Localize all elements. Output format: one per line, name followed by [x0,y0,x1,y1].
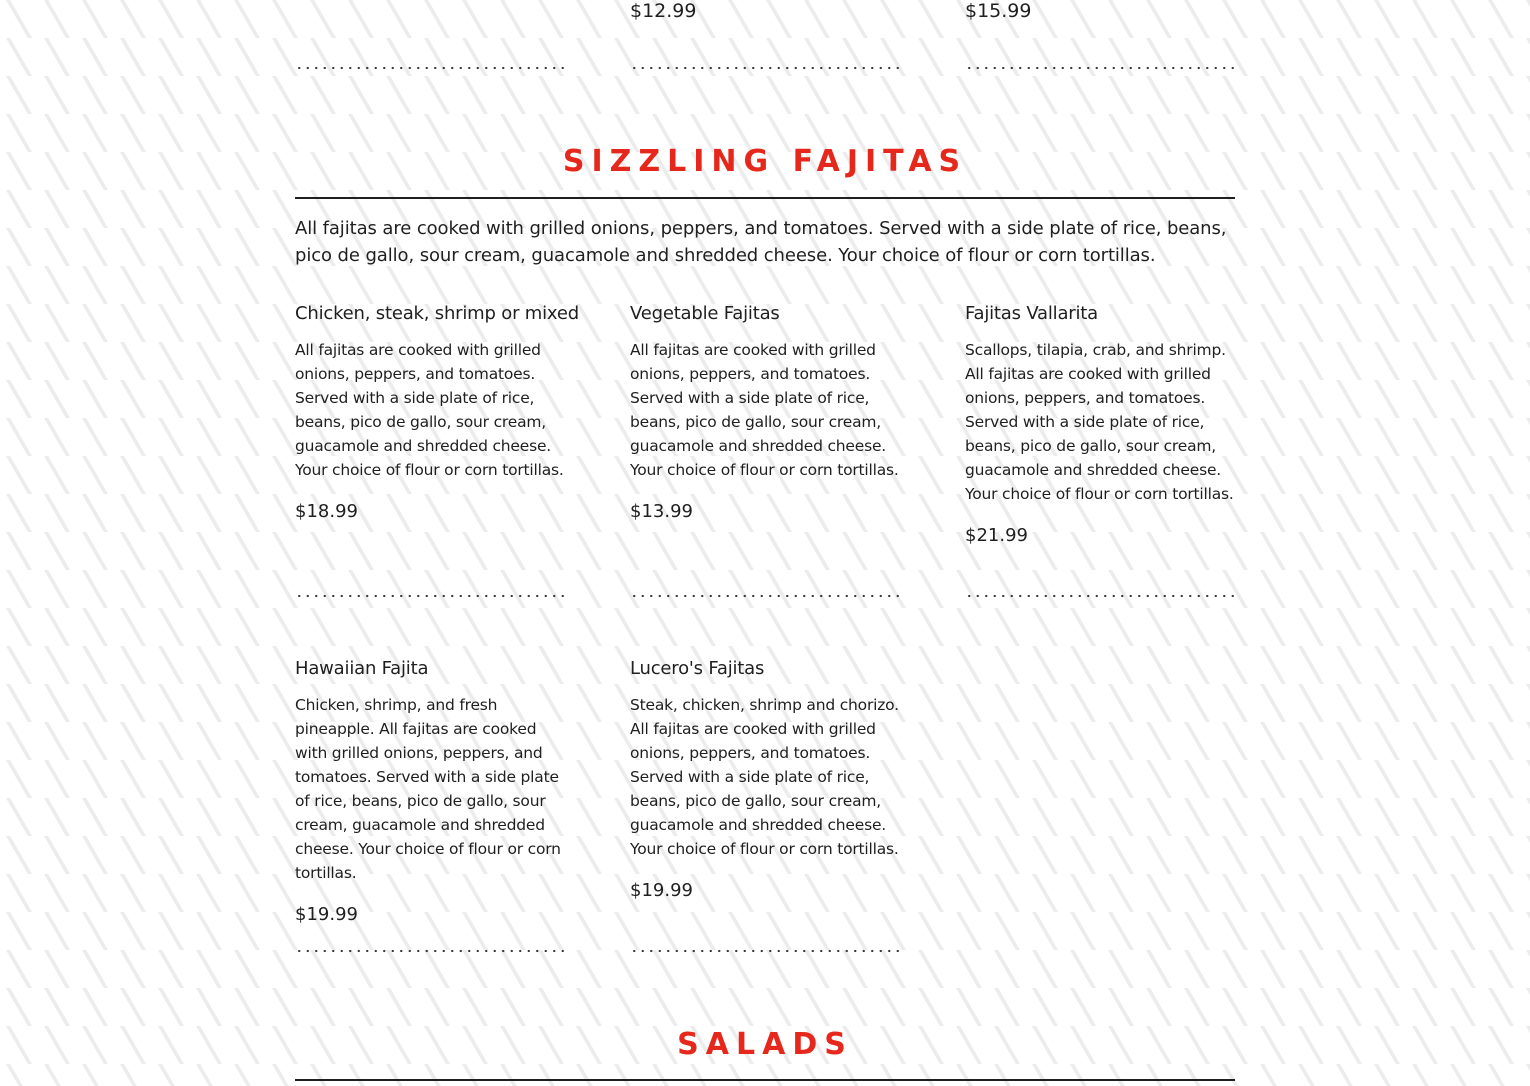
item-price: $19.99 [630,880,693,901]
item-description: Scallops, tilapia, crab, and shrimp. All fajitas are cooked with grilled onions, peppers, and tomatoes. Served with a side plate of rice, beans, pico de gallo, sour cream, guacamole and shredded cheese. Your choice of flour or corn tortillas. [965,341,1234,503]
item-price: $19.99 [295,904,358,925]
item-description: All fajitas are cooked with grilled onions, peppers, and tomatoes. Served with a side plate of rice, beans, pico de gallo, sour cream, guacamole and shredded cheese. Your choice of flour or corn tortillas. [295,341,564,479]
menu-item [630,658,902,902]
item-name: Chicken, steak, shrimp or mixed [295,303,579,324]
item-name: Vegetable Fajitas [630,303,780,324]
item-description: All fajitas are cooked with grilled onions, peppers, and tomatoes. Served with a side plate of rice, beans, pico de gallo, sour cream, guacamole and shredded cheese. Your choice of flour or corn tortillas. [630,341,899,479]
menu-item [965,303,1237,547]
dotted-divider [630,65,900,71]
dotted-divider [965,65,1235,71]
item-price: $12.99 [630,0,697,22]
item-price: $15.99 [965,0,1032,22]
item-price: $18.99 [295,501,358,522]
menu-item [295,303,579,523]
section-rule [295,1079,1235,1081]
item-name: Hawaiian Fajita [295,658,429,679]
item-price: $21.99 [965,525,1028,546]
dotted-divider [630,948,900,954]
section-rule [295,197,1235,199]
dotted-divider [630,593,900,599]
menu-item [295,658,567,926]
menu-item [630,303,902,523]
previous-section-tail [295,0,1235,80]
dotted-divider [295,948,565,954]
dotted-divider [295,65,565,71]
item-price: $13.99 [630,501,693,522]
item-description: Chicken, shrimp, and fresh pineapple. All fajitas are cooked with grilled onions, peppers, and tomatoes. Served with a side plate of rice, beans, pico de gallo, sour cream, guacamole and shredded cheese. Your choice of flour or corn tortillas. [295,696,561,882]
dotted-divider [295,593,565,599]
dotted-divider [965,593,1235,599]
item-description: Steak, chicken, shrimp and chorizo. All fajitas are cooked with grilled onions, peppers, and tomatoes. Served with a side plate of rice, beans, pico de gallo, sour cream, guacamole and shredded cheese. Your choice of flour or corn tortillas. [630,696,899,858]
item-name: Lucero's Fajitas [630,658,765,679]
section-title: SALADS [677,1027,853,1062]
section-description: All fajitas are cooked with grilled onions, peppers, and tomatoes. Served with a side plate of rice, beans, pico de gallo, sour cream, guacamole and shredded cheese. Your choice of flour or corn tortillas. [295,218,1227,266]
section-title: SIZZLING FAJITAS [562,144,968,179]
item-name: Fajitas Vallarita [965,303,1098,324]
